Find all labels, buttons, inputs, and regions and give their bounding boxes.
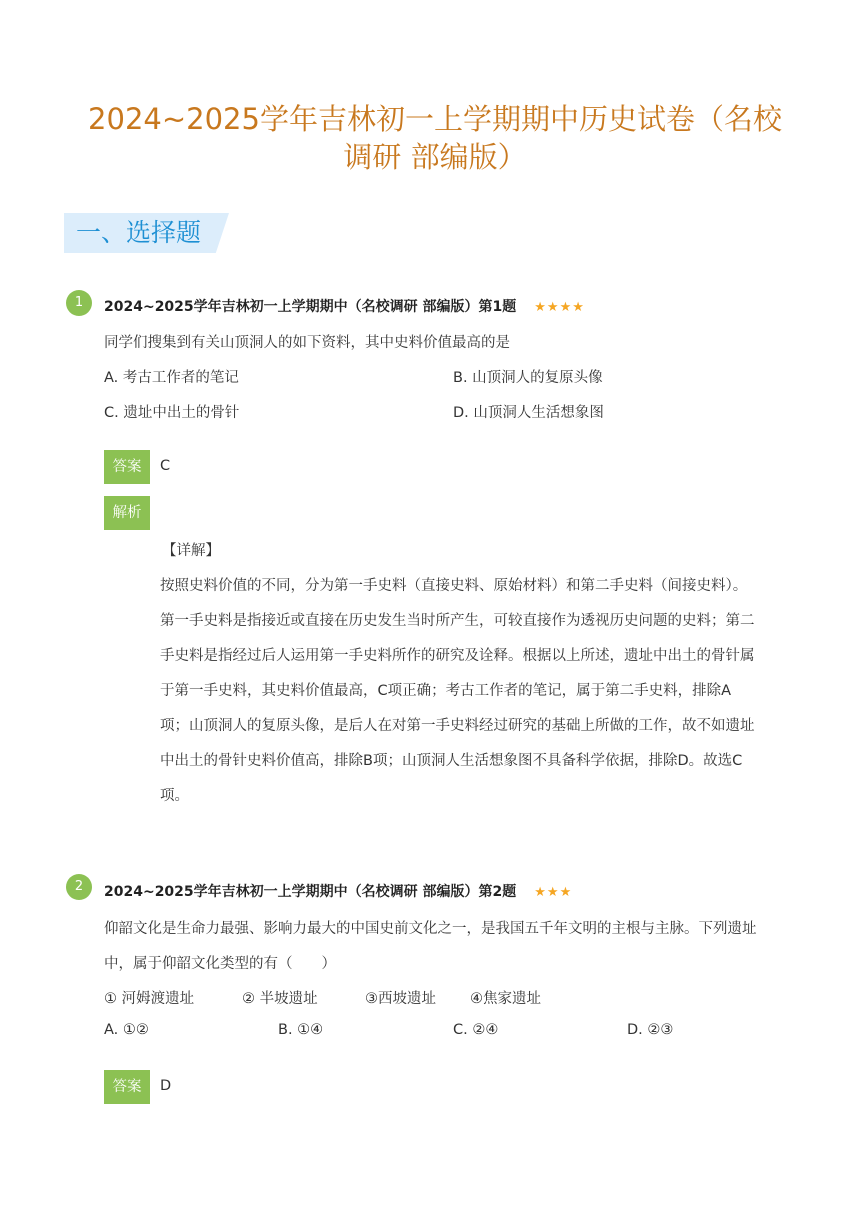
question-source: 2024~2025学年吉林初一上学期期中（名校调研 部编版）第1题 bbox=[104, 299, 517, 315]
question-stem-line: 仰韶文化是生命力最强、影响力最大的中国史前文化之一，是我国五千年文明的主根与主脉。下列遗址 bbox=[104, 921, 757, 937]
site-item: ① 河姆渡遗址 bbox=[104, 991, 195, 1007]
section-title: 一、选择题 bbox=[76, 218, 202, 247]
analysis-line: 手史料是指经过后人运用第一手史料所作的研究及诠释。根据以上所述，遗址中出土的骨针属 bbox=[160, 648, 755, 664]
analysis-line: 于第一手史料，其史料价值最高，C项正确；考古工作者的笔记，属于第二手史料，排除A bbox=[160, 683, 732, 699]
question-number-badge: 1 bbox=[66, 290, 92, 316]
option-b: B. ①④ bbox=[278, 1022, 324, 1038]
site-item: ④焦家遗址 bbox=[470, 991, 541, 1007]
analysis-line: 项；山顶洞人的复原头像，是后人在对第一手史料经过研究的基础上所做的工作，故不如遗址 bbox=[160, 718, 755, 734]
analysis-line: 项。 bbox=[160, 788, 189, 804]
option-d: D. 山顶洞人生活想象图 bbox=[453, 405, 604, 421]
title-line-2: 调研 部编版） bbox=[343, 140, 527, 174]
answer-value: D bbox=[160, 1078, 172, 1094]
question-stem-line: 中，属于仰韶文化类型的有（ ） bbox=[104, 956, 336, 972]
site-item: ② 半坡遗址 bbox=[242, 991, 318, 1007]
option-c: C. 遗址中出土的骨针 bbox=[104, 405, 240, 421]
analysis-tag: 解析 bbox=[104, 496, 150, 530]
analysis-heading: 【详解】 bbox=[162, 543, 220, 559]
difficulty-stars: ★★★★ bbox=[534, 300, 585, 315]
question-header bbox=[104, 296, 585, 316]
answer-value: C bbox=[160, 458, 171, 474]
question-number-badge: 2 bbox=[66, 874, 92, 900]
option-b: B. 山顶洞人的复原头像 bbox=[453, 370, 603, 386]
document-title bbox=[60, 100, 810, 176]
option-c: C. ②④ bbox=[453, 1022, 499, 1038]
analysis-line: 按照史料价值的不同，分为第一手史料（直接史料、原始材料）和第二手史料（间接史料）。 bbox=[160, 578, 748, 594]
title-line-1: 2024~2025学年吉林初一上学期期中历史试卷（名校 bbox=[88, 102, 782, 136]
site-item: ③西坡遗址 bbox=[365, 991, 436, 1007]
option-d: D. ②③ bbox=[627, 1022, 674, 1038]
answer-tag: 答案 bbox=[104, 1070, 150, 1104]
analysis-line: 第一手史料是指接近或直接在历史发生当时所产生，可较直接作为透视历史问题的史料；第二 bbox=[160, 613, 755, 629]
question-stem: 同学们搜集到有关山顶洞人的如下资料，其中史料价值最高的是 bbox=[104, 335, 510, 351]
analysis-line: 中出土的骨针史料价值高，排除B项；山顶洞人生活想象图不具备科学依据，排除D。故选C bbox=[160, 753, 743, 769]
answer-tag: 答案 bbox=[104, 450, 150, 484]
question-source: 2024~2025学年吉林初一上学期期中（名校调研 部编版）第2题 bbox=[104, 884, 517, 900]
difficulty-stars: ★★★ bbox=[534, 885, 573, 900]
question-header bbox=[104, 881, 572, 901]
option-a: A. 考古工作者的笔记 bbox=[104, 370, 239, 386]
option-a: A. ①② bbox=[104, 1022, 149, 1038]
